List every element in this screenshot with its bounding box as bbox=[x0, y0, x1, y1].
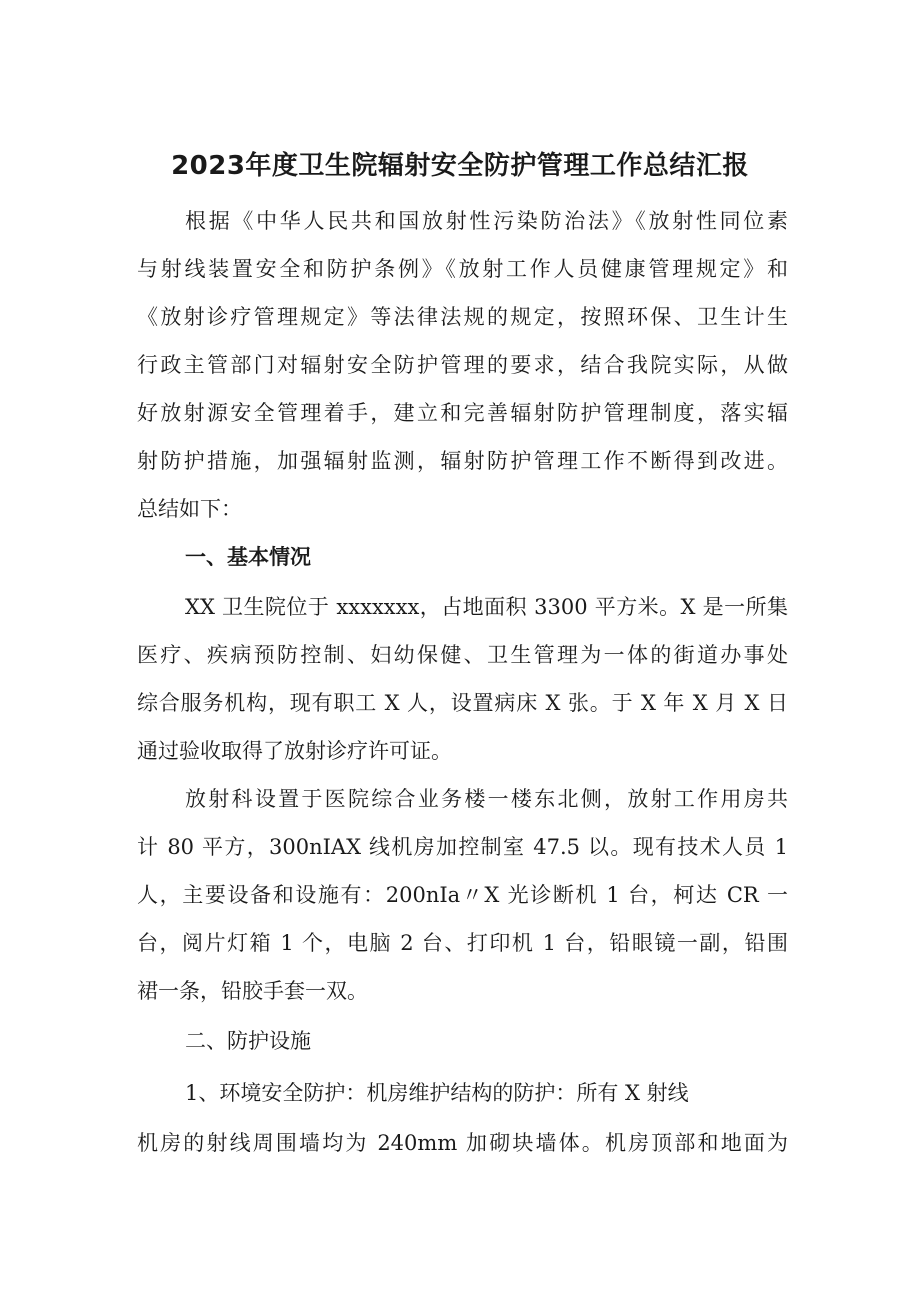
radiology-line-1: 放射科设置于医院综合业务楼一楼东北侧，放射工作用房共 bbox=[185, 787, 788, 811]
radiology-line-4: 台，阅片灯箱 1 个，电脑 2 台、打印机 1 台，铅眼镜一副，铅围 bbox=[137, 931, 788, 955]
basic-info-line-1: XX 卫生院位于 xxxxxxx，占地面积 3300 平方米。X 是一所集 bbox=[185, 595, 788, 619]
radiology-line-3: 人，主要设备和设施有：200nIa〃X 光诊断机 1 台，柯达 CR 一 bbox=[137, 883, 788, 907]
basic-info-line-3: 综合服务机构，现有职工 X 人，设置病床 X 张。于 X 年 X 月 X 日 bbox=[137, 691, 788, 715]
section-heading-protection: 二、防护设施 bbox=[185, 1029, 311, 1053]
basic-info-line-4: 通过验收取得了放射诊疗许可证。 bbox=[137, 739, 452, 763]
intro-line-6: 射防护措施，加强辐射监测，辐射防护管理工作不断得到改进。 bbox=[137, 449, 788, 473]
protection-line-1: 1、环境安全防护：机房维护结构的防护：所有 X 射线 bbox=[185, 1081, 689, 1105]
section-heading-basic-info: 一、基本情况 bbox=[185, 545, 311, 569]
document-title: 2023年度卫生院辐射安全防护管理工作总结汇报 bbox=[171, 151, 749, 181]
intro-line-2: 与射线装置安全和防护条例》《放射工作人员健康管理规定》和 bbox=[137, 257, 788, 281]
intro-line-1: 根据《中华人民共和国放射性污染防治法》《放射性同位素 bbox=[185, 209, 788, 233]
radiology-line-2: 计 80 平方，300nIAX 线机房加控制室 47.5 以。现有技术人员 1 bbox=[137, 835, 788, 859]
basic-info-line-2: 医疗、疾病预防控制、妇幼保健、卫生管理为一体的街道办事处 bbox=[137, 643, 788, 667]
protection-line-2: 机房的射线周围墙均为 240mm 加砌块墙体。机房顶部和地面为 bbox=[137, 1131, 788, 1155]
radiology-line-5: 裙一条，铅胶手套一双。 bbox=[137, 979, 368, 1003]
intro-line-3: 《放射诊疗管理规定》等法律法规的规定，按照环保、卫生计生 bbox=[137, 305, 788, 329]
intro-line-5: 好放射源安全管理着手，建立和完善辐射防护管理制度，落实辐 bbox=[137, 401, 788, 425]
intro-line-4: 行政主管部门对辐射安全防护管理的要求，结合我院实际，从做 bbox=[137, 353, 788, 377]
intro-line-7: 总结如下： bbox=[137, 497, 242, 521]
